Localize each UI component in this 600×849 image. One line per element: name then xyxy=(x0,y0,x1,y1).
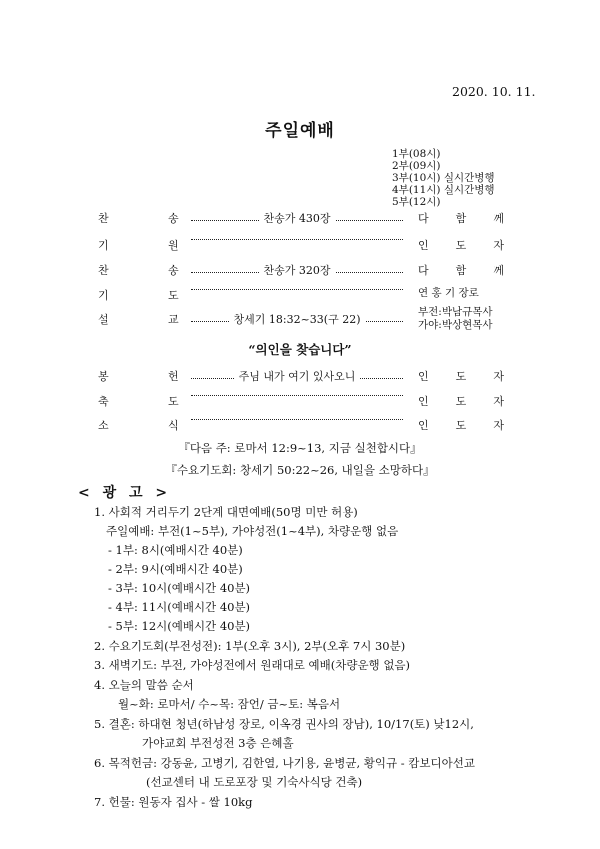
announcement-item: - 1부: 8시(예배시간 40분) xyxy=(108,543,243,557)
order-label-1: 봉 xyxy=(98,370,109,383)
order-label-2: 송 xyxy=(168,212,179,225)
announcement-item: - 2부: 9시(예배시간 40분) xyxy=(108,562,243,576)
order-row-hymn-2 xyxy=(0,262,600,278)
order-leader: 부전:박남규목사 가야:박상현목사 xyxy=(418,306,493,331)
order-label-2: 식 xyxy=(168,419,179,432)
announcement-item: 1. 사회적 거리두기 2단계 대면예배(50명 미만 허용) xyxy=(94,505,358,519)
order-row-prayer xyxy=(0,287,600,303)
announcement-item: 가야교회 부전성전 3층 은혜홀 xyxy=(142,736,294,750)
order-leader: 인 도 자 xyxy=(418,239,504,252)
order-label-2: 송 xyxy=(168,264,179,277)
announcement-item: 7. 헌물: 원동자 집사 - 쌀 10kg xyxy=(94,795,253,809)
order-label-2: 헌 xyxy=(168,370,179,383)
schedule-item: 5부(12시) xyxy=(392,196,441,208)
order-leader: 인 도 자 xyxy=(418,370,504,383)
order-content: 찬송가 320장 xyxy=(263,264,331,277)
announcement-item: 5. 결혼: 하대현 청년(하남성 장로, 이옥경 권사의 장남), 10/17(토) 낮12시, xyxy=(94,717,474,731)
service-schedule xyxy=(392,148,495,208)
announcement-item: 6. 목적헌금: 강동윤, 고병기, 김한열, 나기용, 윤병균, 황익규 - 캄보디아선교 xyxy=(94,756,475,770)
order-label-1: 축 xyxy=(98,395,109,408)
order-row-offering xyxy=(0,368,600,384)
order-leader: 연 홍 기 장로 xyxy=(418,287,479,299)
schedule-item: 3부(10시) 실시간병행 xyxy=(392,172,495,184)
order-row-news xyxy=(0,417,600,433)
order-label-1: 기 xyxy=(98,289,109,302)
order-label-1: 소 xyxy=(98,419,109,432)
schedule-item: 4부(11시) 실시간병행 xyxy=(392,184,495,196)
order-label-2: 도 xyxy=(168,395,179,408)
order-leader: 인 도 자 xyxy=(418,419,504,432)
announcement-item: 4. 오늘의 말씀 순서 xyxy=(94,678,194,692)
wednesday-prayer: 『수요기도회: 창세기 50:22~26, 내일을 소망하다』 xyxy=(165,463,435,477)
order-label-1: 기 xyxy=(98,239,109,252)
next-week-sermon: 『다음 주: 로마서 12:9~13, 지금 실천합시다』 xyxy=(178,441,422,455)
announcement-item: - 4부: 11시(예배시간 40분) xyxy=(108,600,251,614)
order-content: 주님 내가 여기 있사오니 xyxy=(238,370,356,383)
order-label-1: 찬 xyxy=(98,264,109,277)
order-row-sermon xyxy=(0,306,600,331)
order-leader: 다 함 께 xyxy=(418,264,504,277)
order-label-2: 교 xyxy=(168,313,179,326)
announcement-item: 월~화: 로마서/ 수~목: 잠언/ 금~토: 복음서 xyxy=(118,697,341,711)
schedule-item: 2부(09시) xyxy=(392,160,441,172)
announcement-item: 3. 새벽기도: 부전, 가야성전에서 원래대로 예배(차량운행 없음) xyxy=(94,658,411,672)
order-leader: 다 함 께 xyxy=(418,212,504,225)
order-leader: 인 도 자 xyxy=(418,395,504,408)
order-content: 찬송가 430장 xyxy=(263,212,331,225)
order-label-1: 찬 xyxy=(98,212,109,225)
schedule-item: 1부(08시) xyxy=(392,148,441,160)
order-row-benediction xyxy=(0,393,600,409)
order-content: 창세기 18:32~33(구 22) xyxy=(233,313,361,326)
announcement-item: - 5부: 12시(예배시간 40분) xyxy=(108,619,251,633)
order-label-2: 도 xyxy=(168,289,179,302)
sermon-title: “의인을 찾습니다” xyxy=(248,342,352,357)
announcement-item: (선교센터 내 도로포장 및 기숙사식당 건축) xyxy=(146,775,363,789)
announcements-heading: < 광 고 > xyxy=(78,485,172,501)
announcement-item: 2. 수요기도회(부전성전): 1부(오후 3시), 2부(오후 7시 30분) xyxy=(94,639,406,653)
announcement-item: - 3부: 10시(예배시간 40분) xyxy=(108,581,251,595)
order-label-2: 원 xyxy=(168,239,179,252)
order-label-1: 설 xyxy=(98,313,109,326)
bulletin-date: 2020. 10. 11. xyxy=(452,84,536,99)
announcement-item: 주일예배: 부전(1~5부), 가야성전(1~4부), 차량운행 없음 xyxy=(106,524,399,538)
order-row-invocation xyxy=(0,237,600,253)
order-row-hymn xyxy=(0,210,600,226)
page-title: 주일예배 xyxy=(265,121,335,141)
